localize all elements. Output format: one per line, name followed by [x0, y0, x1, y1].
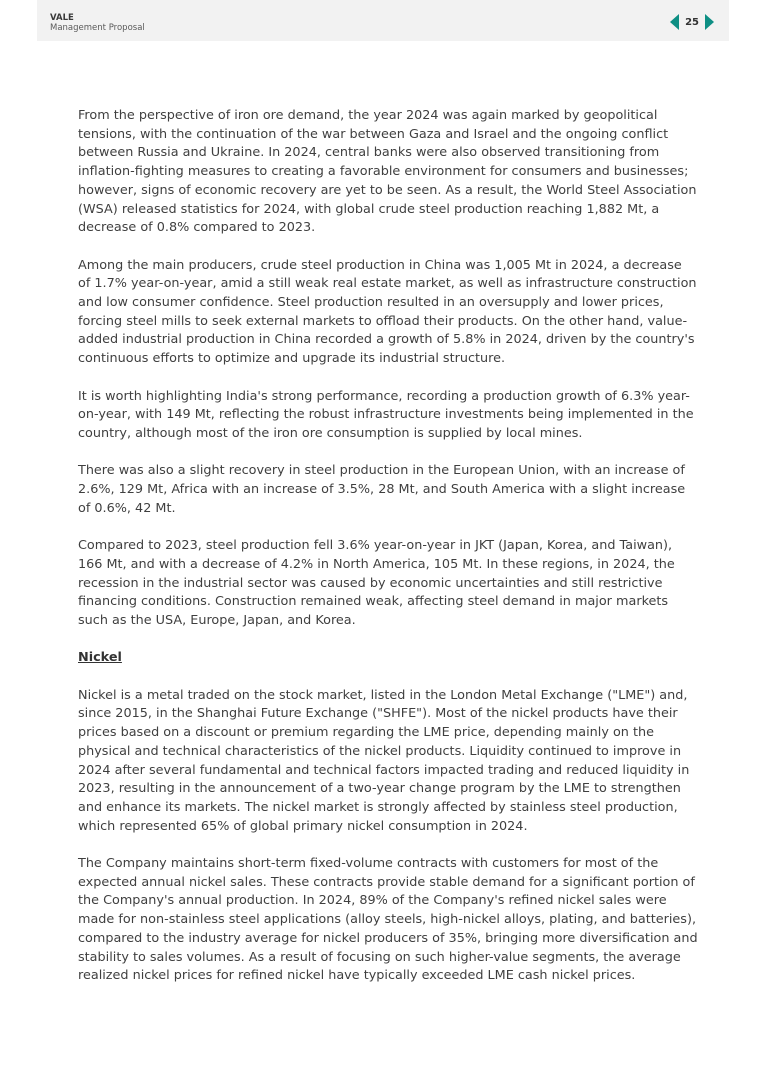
paragraph-nickel-contracts: The Company maintains short-term fixed-volume contracts with customers for most of the expected annual nickel sales. These contracts provide stable demand for a significant portion of the Company's annual production. In 2024, 89% of the Company's refined nickel sales were made for non-stainless steel applications (alloy steels, high-nickel alloys, plating, and batteries), compared to the industry average for nickel producers of 35%, bringing more diversification and stability to sales volumes. As a result of focusing on such higher-value segments, the average realized nickel prices for refined nickel have typically exceeded LME cash nickel prices.: [78, 856, 698, 984]
paragraph-nickel-market: Nickel is a metal traded on the stock market, listed in the London Metal Exchange ("LME") and, since 2015, in the Shanghai Future Exchange ("SHFE"). Most of the nickel products have their prices based on a discount or premium regarding the LME price, depending mainly on the physical and technical characteristics of the nickel products. Liquidity continued to improve in 2024 after several fundamental and technical factors impacted trading and reduced liquidity in 2023, resulting in the announcement of a two-year change program by the LME to strengthen and enhance its markets. The nickel market is strongly affected by stainless steel production, which represented 65% of global primary nickel consumption in 2024.: [78, 687, 690, 834]
paragraph-iron-ore-demand: From the perspective of iron ore demand, the year 2024 was again marked by geopolitical tensions, with the continuation of the war between Gaza and Israel and the ongoing conflict between Russia and Ukraine. In 2024, central banks were also observed transitioning from inflation-fighting measures to creating a favorable environment for consumers and businesses; however, signs of economic recovery are yet to be seen. As a result, the World Steel Association (WSA) released statistics for 2024, with global crude steel production reaching 1,882 Mt, a decrease of 0.8% compared to 2023.: [78, 108, 697, 236]
document-subtitle: Management Proposal: [50, 23, 145, 33]
document-body: [78, 107, 698, 1005]
brand-name: VALE: [50, 13, 74, 23]
page-number: 25: [685, 16, 699, 28]
previous-page-icon[interactable]: [670, 14, 679, 30]
next-page-icon[interactable]: [705, 14, 714, 30]
page-navigation: [670, 14, 714, 30]
page-header: [37, 0, 729, 41]
paragraph-regional-recovery: There was also a slight recovery in steel production in the European Union, with an increase of 2.6%, 129 Mt, Africa with an increase of 3.5%, 28 Mt, and South America with a slight increase of 0.6%, 42 Mt.: [78, 463, 686, 516]
paragraph-jkt-north-america: Compared to 2023, steel production fell 3.6% year-on-year in JKT (Japan, Korea, and Taiwan), 166 Mt, and with a decrease of 4.2% in North America, 105 Mt. In these regions, in 2024, the recession in the industrial sector was caused by economic uncertainties and still restrictive financing conditions. Construction remained weak, affecting steel demand in major markets such as the USA, Europe, Japan, and Korea.: [78, 538, 675, 628]
nickel-section-heading: Nickel: [78, 650, 122, 666]
paragraph-india-performance: It is worth highlighting India's strong performance, recording a production growth of 6.3% year-on-year, with 149 Mt, reflecting the robust infrastructure investments being implemented in the country, although most of the iron ore consumption is supplied by local mines.: [78, 388, 694, 441]
paragraph-china-production: Among the main producers, crude steel production in China was 1,005 Mt in 2024, a decrease of 1.7% year-on-year, amid a still weak real estate market, as well as infrastructure construction and low consumer confidence. Steel production resulted in an oversupply and lower prices, forcing steel mills to seek external markets to offload their products. On the other hand, value-added industrial production in China recorded a growth of 5.8% in 2024, driven by the country's continuous efforts to optimize and upgrade its industrial structure.: [78, 257, 697, 367]
